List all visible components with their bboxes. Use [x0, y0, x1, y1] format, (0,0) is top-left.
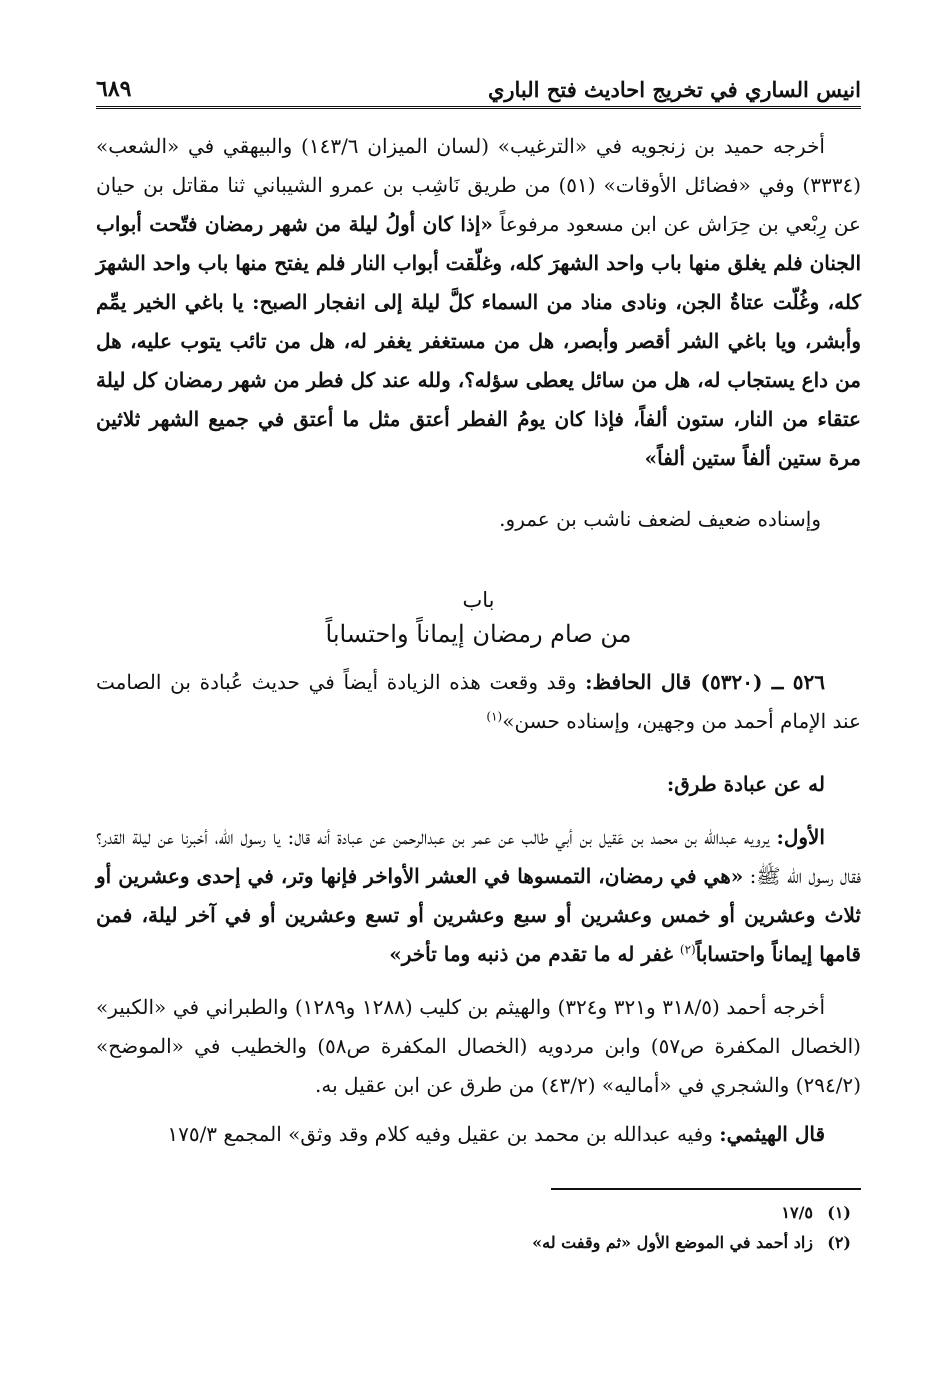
takhrij-text: أخرجه حميد بن زنجويه في «الترغيب» (لسان الميزان ١٤٣/٦) والبيهقي في «الشعب» (٣٣٣٤) وفي «فضائل الأوقات» (٥١) من طريق نَاشِب بن عمرو الشيباني ثنا مقاتل بن حيان عن رِبْعي بن حِرَاش عن ابن مسعود مرفوعاً	[96, 134, 861, 236]
page-body	[96, 127, 861, 1154]
first-way-quote-end: غفر له ما تقدم من ذنبه وما تأخر»	[389, 942, 680, 966]
footnotes	[96, 1198, 861, 1258]
hadith-number: ٥٢٦ ــ (٥٣٢٠) قال الحافظ:	[585, 670, 826, 694]
takhrij-paragraph-2: أخرجه أحمد (٣١٨/٥ و٣٢١ و٣٢٤) والهيثم بن كليب (١٢٨٨ و١٢٨٩) والطبراني في «الكبير» (الخصال المكفرة ص٥٧) وابن مردويه (الخصال المكفرة ص٥٨) والخطيب في «الموضح» (٢٩٤/٢) والشجري في «أماليه» (٤٣/٢) من طرق عن ابن عقيل به.	[96, 995, 861, 1097]
first-way-paragraph	[96, 818, 861, 974]
first-way-text: يرويه عبدالله بن محمد بن عَقيل بن أبي طالب عن عمر بن عبدالرحمن عن عبادة أنه قال: يا رسول الله، أخبرنا عن ليلة القدر؟ فقال رسول الله ﷺ:	[96, 825, 861, 888]
takhrij-paragraph-1	[96, 127, 861, 478]
haythami-paragraph	[96, 1115, 861, 1154]
isnad-note: وإسناده ضعيف لضعف ناشب بن عمرو.	[499, 507, 821, 531]
footnote-1	[96, 1198, 851, 1228]
hadith-text: وقد وقعت هذه الزيادة أيضاً في حديث عُبادة بن الصامت عند الإمام أحمد من وجهين، وإسناده حسن»	[96, 670, 861, 733]
page-number: ٦٨٩	[96, 76, 132, 102]
chapter-word: باب	[462, 588, 495, 612]
footnote-2	[96, 1228, 851, 1258]
haythami-text: وفيه عبدالله بن محمد بن عقيل وفيه كلام وقد وثق» المجمع ١٧٥/٣	[167, 1122, 720, 1146]
hadith-quote: «إذا كان أولُ ليلة من شهر رمضان فتّحت أبواب الجنان فلم يغلق منها باب واحد الشهرَ كله، وغلّقت أبواب النار فلم يفتح منها باب واحد الشهرَ كله، وغُلّت عتاةُ الجن، ونادى مناد من السماء كلَّ ليلة إلى انفجار الصبح: يا باغي الخير يمِّم وأبشر، ويا باغي الشر أقصر وأبصر، هل من مستغفر يغفر له، هل من تائب يتوب عليه، هل من داع يستجاب له، هل من سائل يعطى سؤله؟، ولله عند كل فطر من شهر رمضان كل ليلة عتقاء من النار، ستون ألفاً، فإذا كان يومُ الفطر أعتق مثل ما أعتق في جميع الشهر ثلاثين مرة ستين ألفاً ستين ألفاً»	[96, 212, 862, 470]
footnote-number: (٢)	[827, 1233, 851, 1252]
hadith-entry	[96, 663, 861, 741]
page-header	[96, 66, 861, 109]
footnote-number: (١)	[827, 1203, 851, 1222]
chapter-heading	[96, 583, 861, 651]
running-title: انيس الساري في تخريج احاديث فتح الباري	[487, 77, 861, 102]
footnote-ref-2: (٢)	[679, 942, 696, 957]
haythami-label: قال الهيثمي:	[719, 1122, 825, 1146]
footnote-text: ١٧/٥	[781, 1203, 813, 1222]
chapter-title: من صام رمضان إيماناً واحتساباً	[325, 620, 632, 648]
footnote-separator	[551, 1188, 861, 1190]
footnote-text: زاد أحمد في الموضع الأول «ثم وقفت له»	[532, 1233, 813, 1252]
first-way-label: الأول:	[776, 825, 825, 849]
first-way-quote: «هي في رمضان، التمسوها في العشر الأواخر فإنها وتر، في إحدى وعشرين أو ثلاث وعشرين أو خمس وعشرين أو سبع وعشرين أو تسع وعشرين أو في آخر ليلة، فمن قامها إيماناً واحتساباً	[96, 864, 861, 966]
section-heading: له عن عبادة طرق:	[666, 772, 825, 796]
footnote-ref-1: (١)	[486, 709, 503, 724]
